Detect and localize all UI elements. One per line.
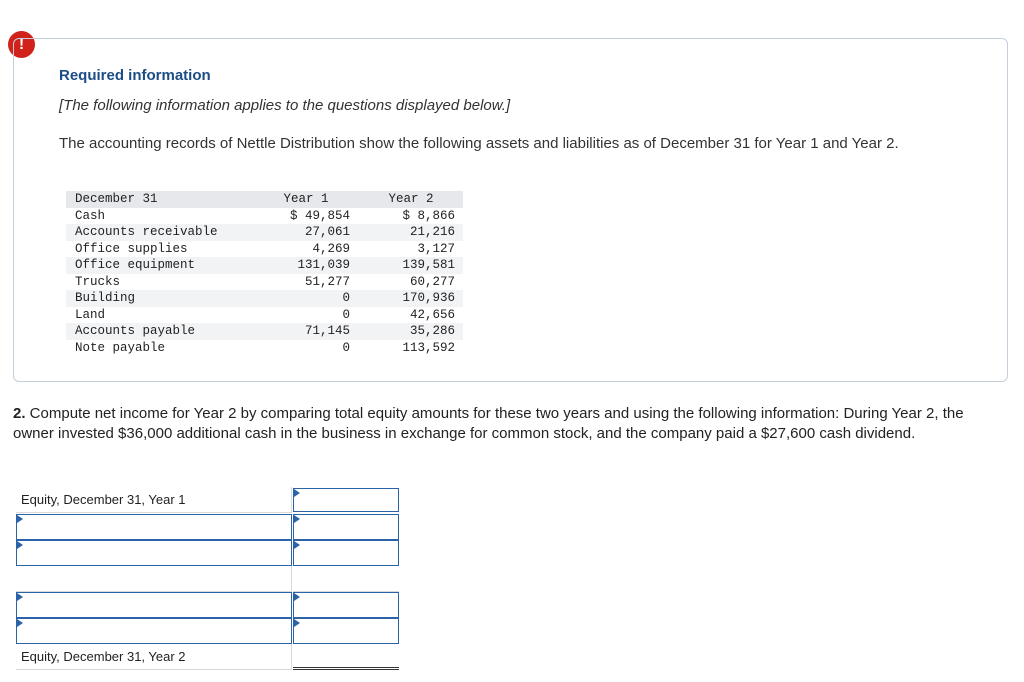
year1-value: 0 — [342, 340, 350, 355]
input-marker-icon — [17, 619, 23, 627]
input-marker-icon — [17, 515, 23, 523]
input-marker-icon — [294, 489, 300, 497]
year2-value: $ 8,866 — [402, 208, 455, 223]
column-header-year1: Year 1 — [253, 191, 358, 208]
table-row — [66, 257, 463, 274]
row6-amount-input[interactable] — [293, 618, 399, 644]
answer-row-equity-year2 — [16, 644, 400, 670]
input-marker-icon — [294, 593, 300, 601]
row6-label-input[interactable] — [16, 618, 292, 644]
question-number: 2. — [13, 405, 26, 422]
row-label: Accounts payable — [66, 323, 253, 340]
equity-year1-amount-input[interactable] — [293, 488, 399, 512]
row-label: Trucks — [75, 274, 121, 289]
row4-amount-cell — [293, 566, 399, 592]
table-row — [66, 208, 463, 225]
year1-value: 27,061 — [253, 224, 358, 241]
table-row — [66, 340, 463, 357]
year2-value: 35,286 — [358, 323, 463, 340]
year1-value: 4,269 — [312, 241, 350, 256]
table-row — [66, 241, 463, 258]
input-marker-icon — [294, 619, 300, 627]
answer-row-4 — [16, 566, 400, 592]
column-header-date: December 31 — [66, 191, 253, 208]
input-marker-icon — [294, 541, 300, 549]
answer-row-2 — [16, 514, 400, 540]
input-marker-icon — [17, 593, 23, 601]
input-marker-icon — [294, 515, 300, 523]
year2-value: 3,127 — [417, 241, 455, 256]
year2-value: 21,216 — [358, 224, 463, 241]
problem-description: The accounting records of Nettle Distribution show the following assets and liabilities as of December 31 for Year 1 and Year 2. — [59, 135, 899, 152]
row-label: Note payable — [75, 340, 166, 355]
year2-value: 139,581 — [358, 257, 463, 274]
year2-value: 113,592 — [402, 340, 455, 355]
row-label: Accounts receivable — [66, 224, 253, 241]
row-label: Land — [75, 307, 106, 322]
year2-value: 60,277 — [409, 274, 455, 289]
row-label: Building — [66, 290, 253, 307]
answer-row-equity-year1 — [16, 487, 400, 513]
year1-value: 0 — [342, 307, 350, 322]
year1-value: 131,039 — [253, 257, 358, 274]
input-marker-icon — [17, 541, 23, 549]
year1-value: 51,277 — [304, 274, 350, 289]
instruction-note: [The following information applies to the questions displayed below.] — [59, 97, 511, 114]
row4-label-cell — [16, 566, 292, 592]
required-information-title: Required information — [59, 67, 211, 84]
row-label: Office supplies — [75, 241, 188, 256]
equity-year1-label: Equity, December 31, Year 1 — [16, 487, 292, 513]
year1-value: $ 49,854 — [289, 208, 350, 223]
assets-liabilities-table — [66, 191, 463, 356]
answer-row-6 — [16, 618, 400, 644]
equity-year2-amount-cell — [293, 644, 399, 670]
table-row — [66, 274, 463, 291]
year1-value: 71,145 — [253, 323, 358, 340]
row2-label-input[interactable] — [16, 514, 292, 540]
row5-label-input[interactable] — [16, 592, 292, 618]
question-2 — [13, 404, 1008, 443]
alert-icon: ! — [8, 31, 35, 58]
row-label: Office equipment — [66, 257, 253, 274]
equity-year2-label: Equity, December 31, Year 2 — [16, 644, 292, 670]
table-row — [66, 307, 463, 324]
table-header-row — [66, 191, 463, 208]
row2-amount-input[interactable] — [293, 514, 399, 540]
answer-row-5 — [16, 592, 400, 618]
table-row — [66, 224, 463, 241]
row-label: Cash — [75, 208, 106, 223]
table-row — [66, 323, 463, 340]
row3-label-input[interactable] — [16, 540, 292, 566]
column-header-year2: Year 2 — [358, 191, 463, 208]
year2-value: 170,936 — [358, 290, 463, 307]
table-row — [66, 290, 463, 307]
year1-value: 0 — [253, 290, 358, 307]
answer-row-3 — [16, 540, 400, 566]
question-text: Compute net income for Year 2 by comparing total equity amounts for these two years and using the following information: During Year 2, the owner invested $36,000 additional cash in the business in exchange for common stock, and the company paid a $27,600 cash dividend. — [13, 405, 964, 442]
year2-value: 42,656 — [409, 307, 455, 322]
row5-amount-input[interactable] — [293, 592, 399, 618]
row3-amount-input[interactable] — [293, 540, 399, 566]
